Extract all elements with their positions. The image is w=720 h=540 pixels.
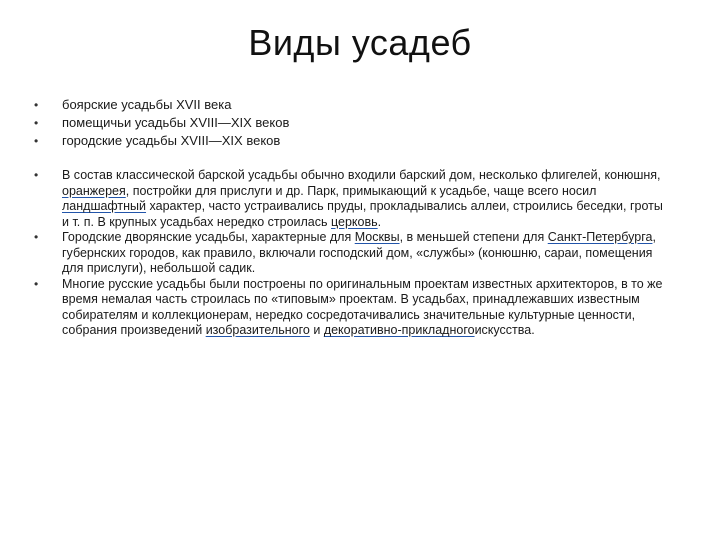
link-decorative-art[interactable]: декоративно-прикладного [323,323,475,337]
list-item [34,114,674,132]
link-fine-art[interactable]: изобразительного [205,323,310,337]
text-run: и [309,323,324,337]
text-run: , в меньшей степени для [399,230,548,244]
link-landscape[interactable]: ландшафтный [62,199,147,213]
list-item-text: городские усадьбы XVIII—XIX веков [62,133,281,148]
bullet-icon: • [34,230,39,244]
list-item [34,132,674,150]
link-saint-petersburg[interactable]: Санкт-Петербурга [547,230,653,244]
list-item [34,230,664,277]
list-item-text: боярские усадьбы XVII века [62,97,232,112]
text-run: искусства. [474,323,535,337]
paragraph-architects [62,277,664,339]
list-item [34,96,674,114]
bullet-icon: • [34,276,39,291]
link-church[interactable]: церковь [331,214,378,229]
link-moscow[interactable]: Москвы [354,230,400,244]
text-run: , губернских городов, как правило, включали господский дом, «службы» (конюшню, сараи, помещения для прислуги), небольшой садик. [62,230,656,275]
text-run: , постройки для прислуги и др. Парк, примыкающий к усадьбе, чаще всего носил [125,183,597,198]
bullet-icon: • [34,116,39,130]
text-run: В состав классической барской усадьбы обычно входили барский дом, несколько флигелей, конюшня, [62,168,661,182]
text-run: характер, часто устраивались пруды, прокладывались аллеи, строились беседки, гроты и т. п. В крупных усадьбах нередко строилась [62,199,663,229]
link-orangery[interactable]: оранжерея [62,183,126,198]
paragraph-estate-composition [62,168,664,230]
bullet-icon: • [34,134,39,148]
text-run: Городские дворянские усадьбы, характерные для [62,230,355,244]
bullet-icon: • [34,98,39,112]
slide-title: Виды усадеб [248,22,472,63]
detail-bullet-list [34,168,664,339]
short-bullet-list [34,96,674,150]
text-run: . [377,214,382,229]
text-run: Многие русские усадьбы были построены по оригинальным проектам известных архитекторов, в то же время немалая часть строилась по «типовым» проектам. В усадьбах, принадлежавших известным собирателям и коллекционерам, нередко сосредотачивались значительные культурные ценности, собрания произведений [62,276,663,337]
paragraph-city-estates [62,230,664,277]
list-item [34,168,664,230]
bullet-icon: • [34,168,39,182]
list-item [34,277,664,339]
list-item-text: помещичьи усадьбы XVIII—XIX веков [62,115,290,130]
